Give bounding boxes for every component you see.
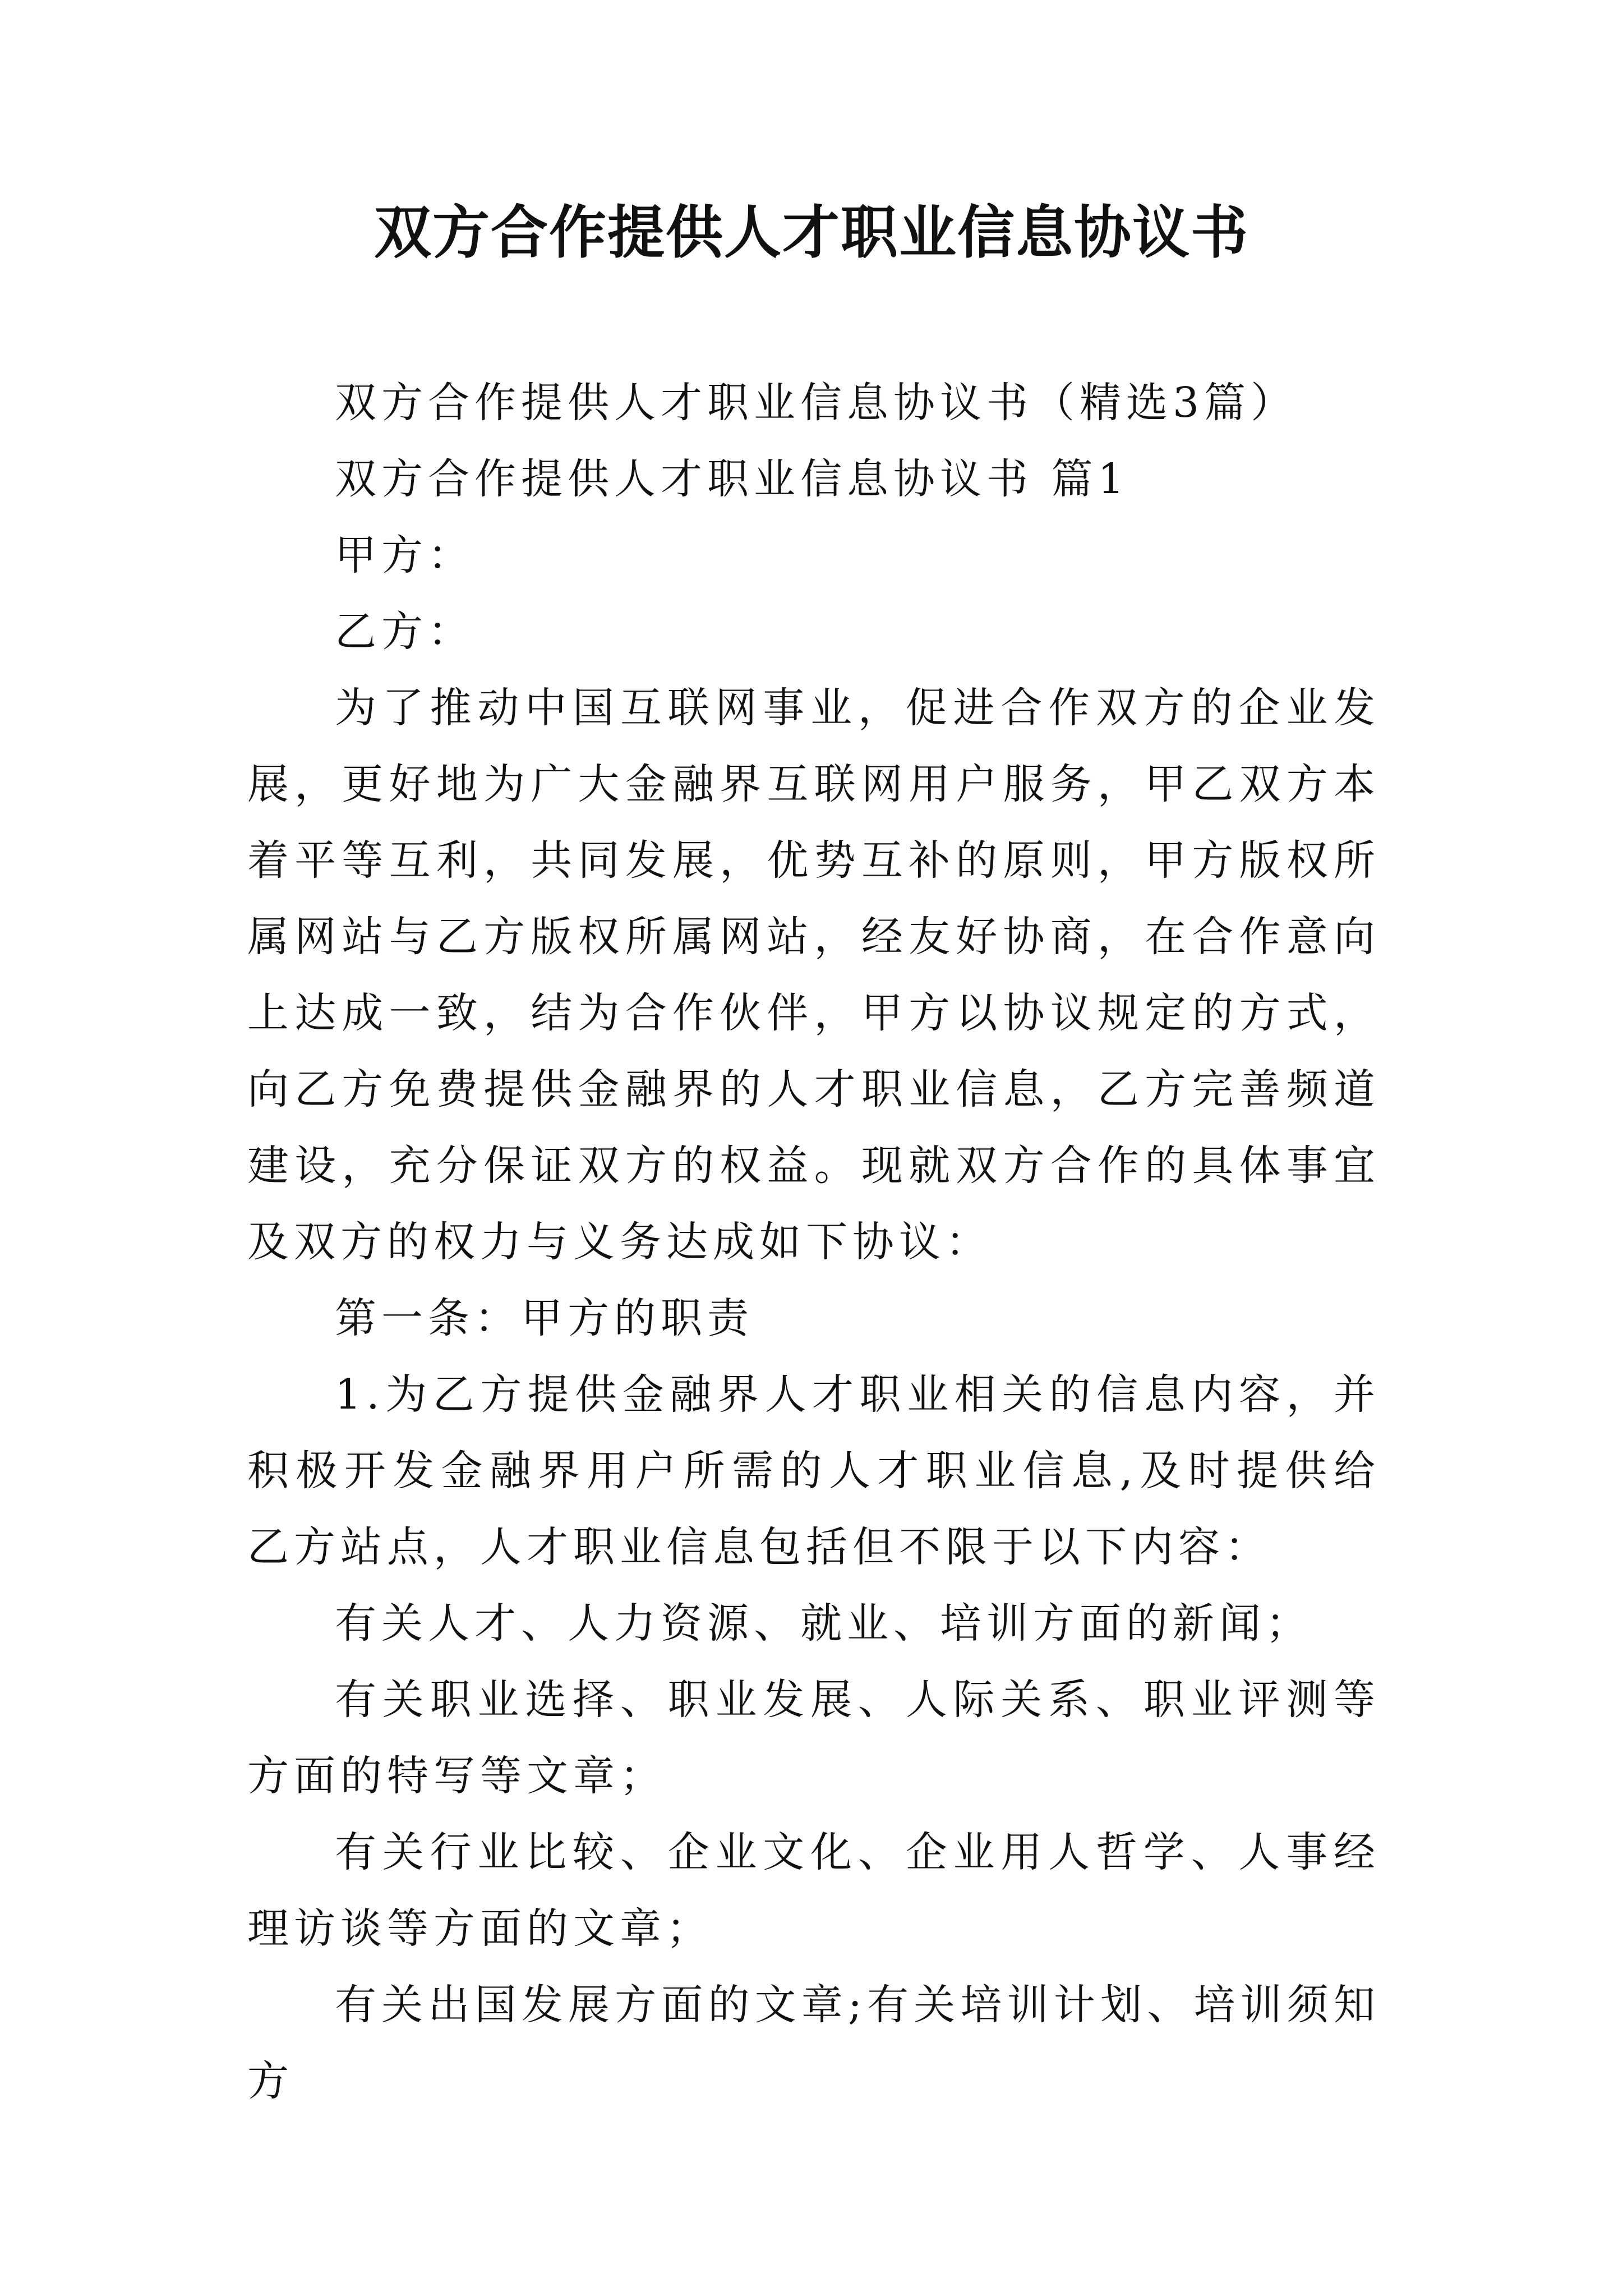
paragraph-subtitle: 双方合作提供人才职业信息协议书（精选3篇）	[335, 379, 1298, 427]
paragraph-section-heading: 双方合作提供人才职业信息协议书 篇1	[335, 455, 1129, 503]
paragraph-party-b: 乙方：	[335, 608, 474, 656]
paragraph-content-abroad: 有关出国发展方面的文章;有关培训计划、培训须知方	[247, 1981, 1380, 2105]
paragraph-party-a: 甲方：	[335, 531, 474, 579]
paragraph-item-one: 1.为乙方提供金融界人才职业相关的信息内容，并积极开发金融界用户所需的人才职业信息,及时提供给乙方站点，人才职业信息包括但不限于以下内容：	[247, 1370, 1380, 1571]
paragraph-article-one: 第一条：甲方的职责	[335, 1294, 754, 1342]
document-body	[247, 365, 1380, 2119]
document-title: 双方合作提供人才职业信息协议书	[374, 199, 1249, 266]
paragraph-preamble: 为了推动中国互联网事业，促进合作双方的企业发展，更好地为广大金融界互联网用户服务，甲乙双方本着平等互利，共同发展，优势互补的原则，甲方版权所属网站与乙方版权所属网站，经友好协商，在合作意向上达成一致，结为合作伙伴，甲方以协议规定的方式，向乙方免费提供金融界的人才职业信息，乙方完善频道建设，充分保证双方的权益。现就双方合作的具体事宜及双方的权力与义务达成如下协议：	[247, 684, 1380, 1266]
paragraph-content-news: 有关人才、人力资源、就业、培训方面的新闻；	[335, 1599, 1312, 1648]
paragraph-content-career: 有关职业选择、职业发展、人际关系、职业评测等方面的特写等文章；	[247, 1676, 1380, 1800]
paragraph-content-industry: 有关行业比较、企业文化、企业用人哲学、人事经理访谈等方面的文章；	[247, 1828, 1380, 1953]
